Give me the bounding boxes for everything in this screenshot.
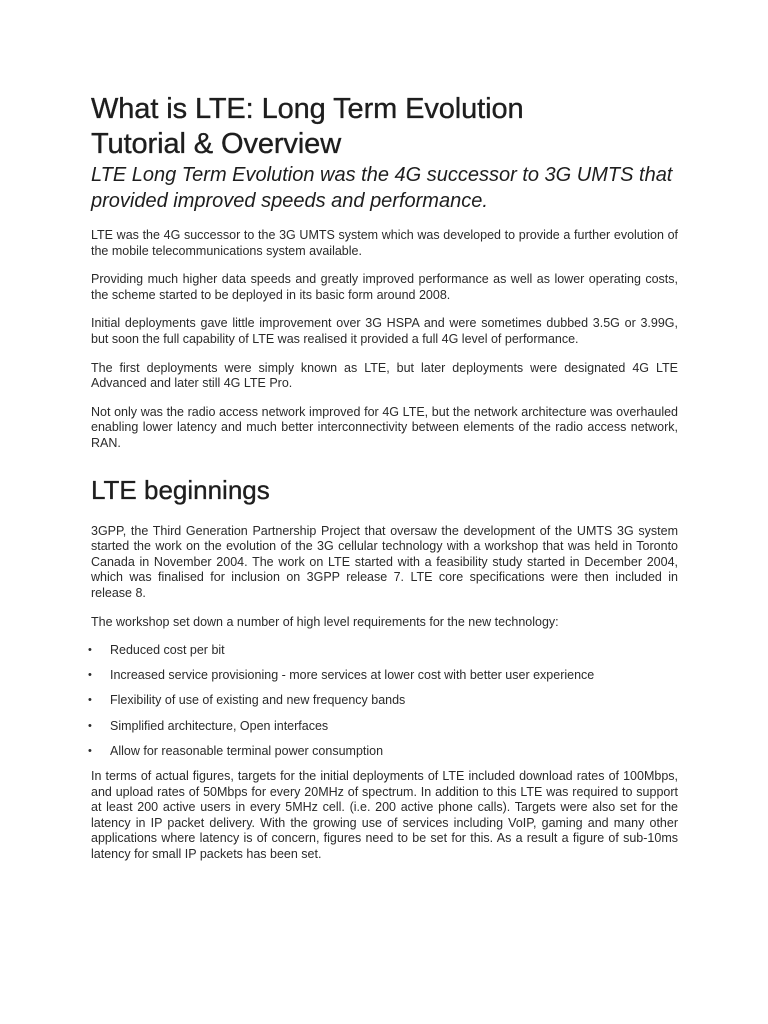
list-item [88, 668, 678, 684]
title-line-1: What is LTE: Long Term Evolution [91, 93, 524, 125]
bullet-icon: • [88, 694, 92, 707]
list-item [88, 643, 678, 659]
list-item-text: Reduced cost per bit [110, 643, 225, 658]
bullet-icon: • [88, 719, 92, 732]
requirements-list [88, 643, 678, 759]
intro-paragraph-4: The first deployments were simply known as LTE, but later deployments were designated 4G LTE Advanced and later still 4G LTE Pro. [91, 360, 678, 391]
list-item-text: Increased service provisioning - more services at lower cost with better user experience [110, 668, 595, 683]
list-item-text: Flexibility of use of existing and new frequency bands [110, 693, 406, 708]
intro-paragraph-1: LTE was the 4G successor to the 3G UMTS system which was developed to provide a further evolution of the mobile telecommunications system available. [91, 228, 678, 258]
intro-paragraph-2: Providing much higher data speeds and greatly improved performance as well as lower operating costs, the scheme started to be deployed in its basic form around 2008. [91, 272, 678, 302]
section-paragraph-1: 3GPP, the Third Generation Partnership Project that oversaw the development of the UMTS 3G system started the work on the evolution of the 3G cellular technology with a workshop that was held in Toronto Canada in November 2004. The work on LTE started with a feasibility study started in December 2004, which was finalised for inclusion on 3GPP release 7. LTE core specifications were then included in release 8. [91, 523, 678, 600]
list-item [88, 693, 678, 709]
list-item-text: Allow for reasonable terminal power consumption [110, 743, 384, 758]
list-item-text: Simplified architecture, Open interfaces [110, 718, 329, 733]
bullet-icon: • [88, 669, 92, 682]
section-paragraph-2: The workshop set down a number of high level requirements for the new technology: [91, 614, 559, 629]
page-title [91, 92, 678, 162]
intro-paragraph-5: Not only was the radio access network improved for 4G LTE, but the network architecture was overhauled enabling lower latency and much better interconnectivity between elements of the radio access network, RAN. [91, 404, 678, 450]
title-line-2: Tutorial & Overview [91, 128, 342, 160]
page-subtitle: LTE Long Term Evolution was the 4G successor to 3G UMTS that provided improved speeds and performance. [91, 164, 673, 212]
bullet-icon: • [88, 644, 92, 657]
intro-paragraph-3: Initial deployments gave little improvement over 3G HSPA and were sometimes dubbed 3.5G or 3.99G, but soon the full capability of LTE was realised it provided a full 4G level of performance. [91, 316, 678, 346]
closing-paragraph: In terms of actual figures, targets for the initial deployments of LTE included download rates of 100Mbps, and upload rates of 50Mbps for every 20MHz of spectrum. In addition to this LTE was required to support at least 200 active users in every 5MHz cell. (i.e. 200 active phone calls). Targets were also set for the latency in IP packet delivery. With the growing use of services including VoIP, gaming and many other applications where latency is of concern, figures need to be set for this. As a result a figure of sub-10ms latency for small IP packets has been set. [91, 769, 678, 861]
section-heading: LTE beginnings [91, 474, 270, 505]
list-item [88, 743, 678, 760]
list-item [88, 718, 678, 735]
bullet-icon: • [88, 744, 92, 757]
